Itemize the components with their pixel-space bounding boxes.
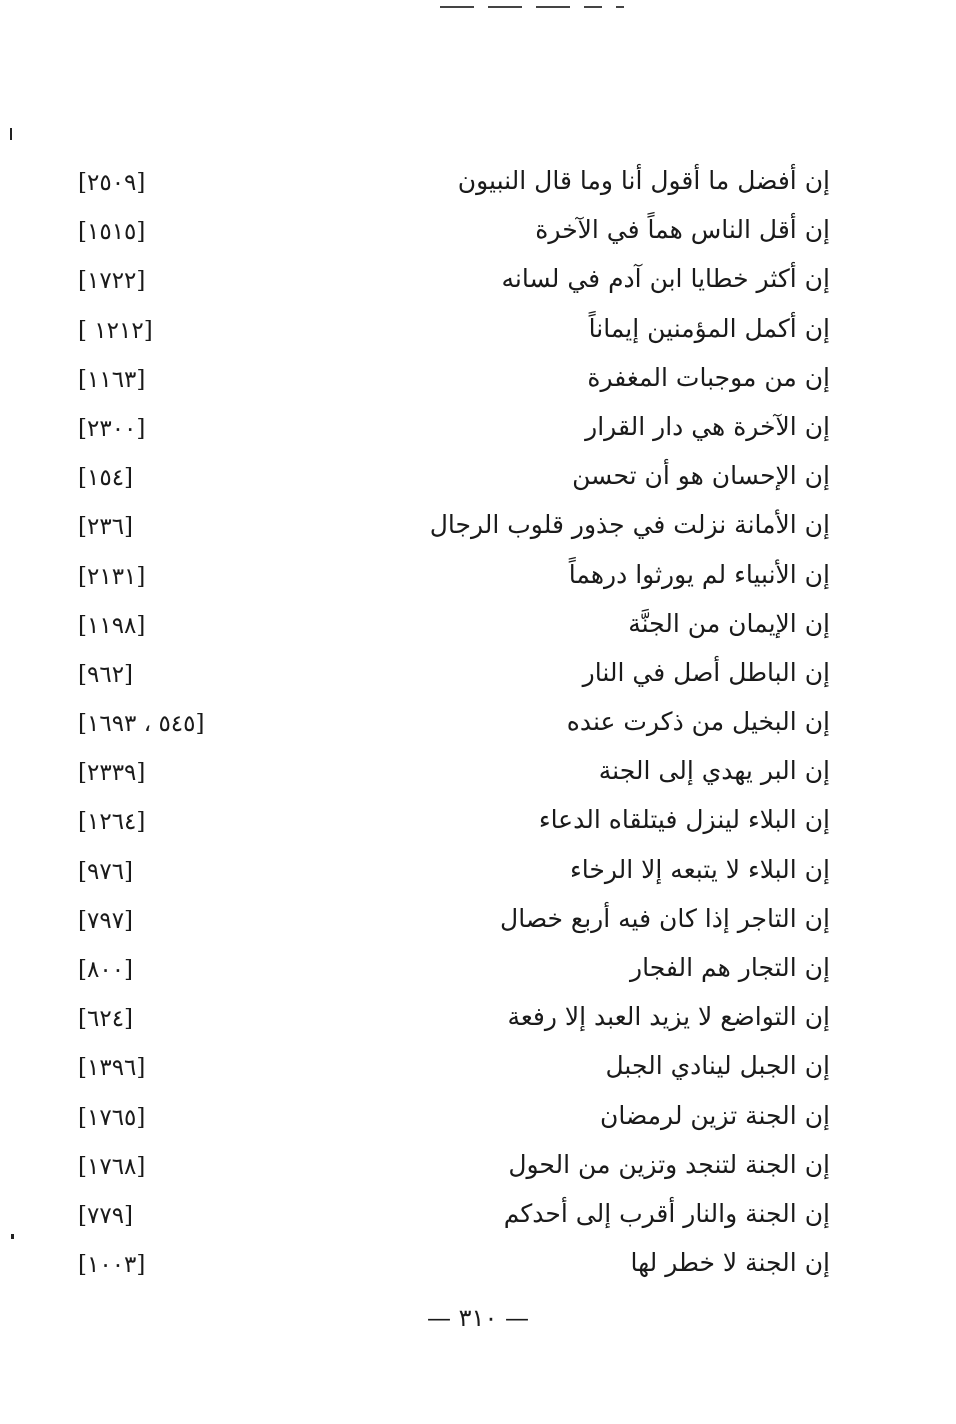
entry-text: إن البلاء لا يتبعه إلا الرخاء <box>570 854 830 884</box>
entry-reference: [١٠٠٣] <box>78 1252 146 1279</box>
entry-text: إن الإيمان من الجنَّة <box>628 608 830 638</box>
index-entry <box>70 1093 830 1142</box>
entry-text: إن الجنة تزين لرمضان <box>600 1100 830 1130</box>
entry-text: إن الجنة والنار أقرب إلى أحدكم <box>503 1198 830 1228</box>
entry-reference: [١٣٩٦] <box>78 1055 146 1082</box>
page-number: — ٣١٠ — <box>427 1304 529 1332</box>
entry-reference: [١٧٢٢] <box>78 268 146 295</box>
index-entry <box>70 355 830 404</box>
index-entry <box>70 945 830 994</box>
entry-reference: [١١٩٨] <box>78 612 146 639</box>
index-entry <box>70 896 830 945</box>
index-entry <box>70 847 830 896</box>
entry-text: إن الجبل لينادي الجبل <box>605 1051 830 1081</box>
index-entry <box>70 453 830 502</box>
hadith-index-list <box>70 158 830 1289</box>
entry-reference: [١٥٤] <box>78 465 134 492</box>
entry-text: إن من موجبات المغفرة <box>587 362 830 392</box>
entry-reference: [٢٣٠٠] <box>78 415 146 442</box>
entry-text: إن أكمل المؤمنين إيماناً <box>588 313 830 343</box>
index-entry <box>70 207 830 256</box>
entry-reference: [٢١٣١] <box>78 563 146 590</box>
entry-text: إن الإحسان هو أن تحسن <box>572 461 830 491</box>
entry-text: إن البر يهدي إلى الجنة <box>598 756 830 786</box>
index-entry <box>70 650 830 699</box>
header-rule <box>440 6 624 8</box>
entry-reference: [٢٣٦] <box>78 514 134 541</box>
entry-reference: [٨٠٠] <box>78 957 134 983</box>
entry-text: إن الجنة لتنجد وتزين من الحول <box>508 1149 830 1179</box>
entry-reference: [١١٦٣] <box>78 366 146 393</box>
entry-reference: [٩٦٢] <box>78 661 134 688</box>
entry-reference: [٦٢٤] <box>78 1006 134 1033</box>
entry-text: إن الأمانة نزلت في جذور قلوب الرجال <box>429 510 830 540</box>
entry-reference: [٥٤٥ ، ١٦٩٣] <box>78 711 205 738</box>
index-entry <box>70 699 830 748</box>
index-entry <box>70 1043 830 1092</box>
index-entry <box>70 797 830 846</box>
margin-mark <box>10 128 12 140</box>
index-entry <box>70 306 830 355</box>
index-entry <box>70 552 830 601</box>
entry-text: إن البخيل من ذكرت عنده <box>566 707 830 737</box>
margin-mark <box>11 1234 14 1239</box>
index-entry <box>70 1240 830 1289</box>
entry-reference: [١٢١٢ ] <box>78 317 153 344</box>
entry-text: إن أقل الناس هماً في الآخرة <box>535 215 830 245</box>
index-entry <box>70 502 830 551</box>
entry-reference: [٧٩٧] <box>78 907 134 934</box>
index-entry <box>70 404 830 453</box>
entry-text: إن الباطل أصل في النار <box>582 657 830 687</box>
entry-reference: [٢٥٠٩] <box>78 170 146 196</box>
entry-text: إن الأنبياء لم يورثوا درهماً <box>568 559 830 589</box>
entry-text: إن أكثر خطايا ابن آدم في لسانه <box>501 264 830 294</box>
index-entry <box>70 256 830 305</box>
entry-reference: [٢٣٣٩] <box>78 760 146 787</box>
entry-text: إن البلاء لينزل فيتلقاه الدعاء <box>538 805 830 835</box>
entry-text: إن الآخرة هي دار القرار <box>585 411 830 441</box>
entry-reference: [٧٧٩] <box>78 1202 134 1229</box>
entry-text: إن أفضل ما أقول أنا وما قال النبيون <box>457 166 830 195</box>
index-entry <box>70 748 830 797</box>
entry-text: إن الجنة لا خطر لها <box>630 1248 830 1278</box>
entry-reference: [١٧٦٨] <box>78 1153 146 1180</box>
index-entry <box>70 1142 830 1191</box>
entry-text: إن التاجر إذا كان فيه أربع خصال <box>500 903 830 933</box>
index-entry <box>70 601 830 650</box>
entry-reference: [١٥١٥] <box>78 219 146 246</box>
entry-reference: [١٢٦٤] <box>78 809 146 836</box>
entry-text: إن التواضع لا يزيد العبد إلا رفعة <box>507 1002 830 1032</box>
index-entry <box>70 158 830 207</box>
entry-reference: [١٧٦٥] <box>78 1104 146 1131</box>
index-entry <box>70 994 830 1043</box>
entry-reference: [٩٧٦] <box>78 858 134 885</box>
index-entry <box>70 1191 830 1240</box>
entry-text: إن التجار هم الفجار <box>630 953 830 982</box>
